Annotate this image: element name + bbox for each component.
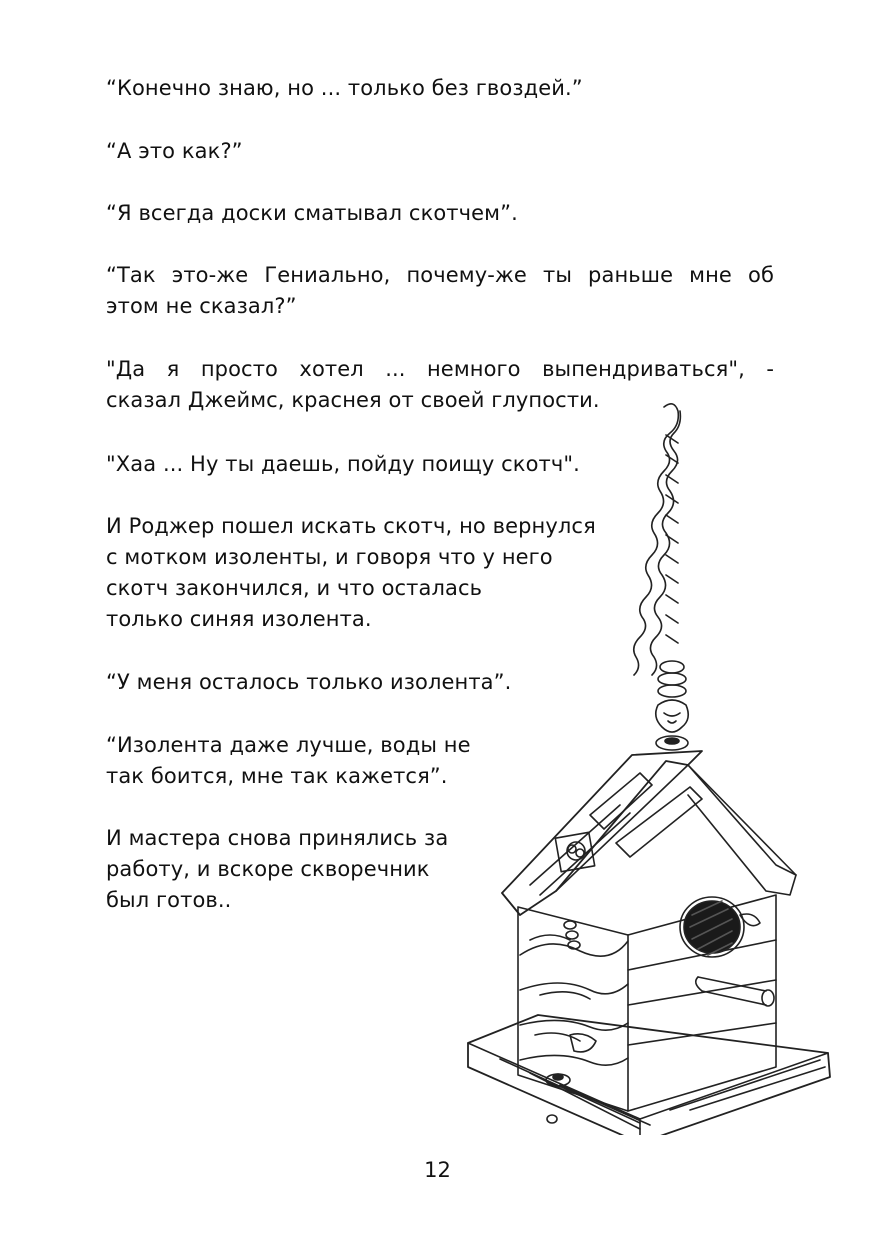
page-number: 12 <box>424 1158 451 1182</box>
paragraph-line: скотч закончился, и что осталась <box>106 576 483 600</box>
paragraph-line: И Роджер пошел искать скотч, но вернулся <box>106 514 596 538</box>
paragraph-line: “Конечно знаю, но ... только без гвоздей.” <box>106 76 583 100</box>
paragraph-line: “Изолента даже лучше, воды не <box>106 733 471 757</box>
paragraph-line: был готов.. <box>106 888 232 912</box>
paragraph-line: сказал Джеймс, краснея от своей глупости. <box>106 388 600 412</box>
paragraph-9 <box>106 730 471 792</box>
paragraph-line: этом не сказал?” <box>106 294 297 318</box>
paragraph-1 <box>106 73 583 104</box>
paragraph-10 <box>106 823 448 916</box>
paragraph-line: “У меня осталось только изолента”. <box>106 670 512 694</box>
paragraph-line: “Я всегда доски сматывал скотчем”. <box>106 201 518 225</box>
paragraph-4 <box>106 260 774 322</box>
paragraph-line: И мастера снова принялись за <box>106 826 449 850</box>
paragraph-line: с мотком изоленты, и говоря что у него <box>106 545 553 569</box>
paragraph-line: “А это как?” <box>106 139 243 163</box>
roof <box>502 751 796 915</box>
paragraph-line: "Да я просто хотел ... немного выпендриваться", - <box>106 357 774 381</box>
perch <box>696 977 774 1006</box>
birdhouse-icon <box>440 395 840 1135</box>
paragraph-2 <box>106 136 243 167</box>
paragraph-line: “Так это-же Гениально, почему-же ты раньше мне об <box>106 263 774 287</box>
paragraph-3 <box>106 198 518 229</box>
entrance-hole <box>680 897 744 957</box>
paragraph-line: так боится, мне так кажется”. <box>106 764 448 788</box>
rope <box>634 404 681 675</box>
paragraph-line: только синяя изолента. <box>106 607 372 631</box>
paragraph-line: работу, и вскоре скворечник <box>106 857 430 881</box>
paragraph-line: "Хаа ... Ну ты даешь, пойду поищу скотч". <box>106 452 580 476</box>
rope-knot <box>656 661 689 750</box>
